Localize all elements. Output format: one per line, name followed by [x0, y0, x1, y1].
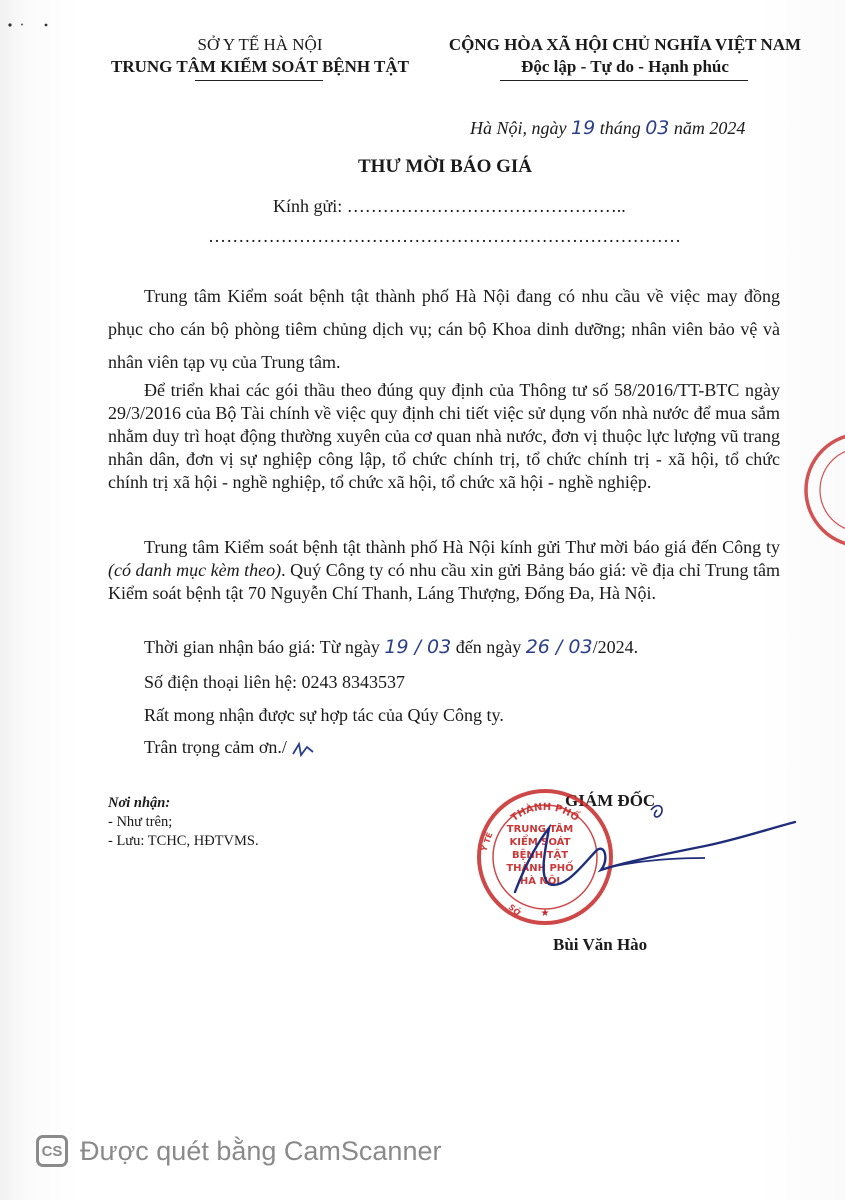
- signer-name: Bùi Văn Hào: [553, 935, 648, 954]
- seal-line-4: THÀNH PHỐ: [506, 863, 574, 874]
- recipient-item: - Như trên;: [108, 814, 173, 830]
- addressee-dots-line2: ……………………………………………………………………: [208, 226, 682, 246]
- closing-text: Trân trọng cảm ơn./: [144, 737, 287, 757]
- paragraph-invitation: [108, 536, 780, 605]
- signer-title: GIÁM ĐỐC: [565, 791, 656, 810]
- date-prefix: Hà Nội, ngày: [470, 118, 567, 138]
- paragraph-intro: Trung tâm Kiểm soát bệnh tật thành phố Hà Nội đang có nhu cầu về việc may đồng phục cho cán bộ phòng tiêm chủng dịch vụ; cán bộ Khoa dinh dưỡng; nhân viên bảo vệ và nhân viên tạp vụ của Trung tâm.: [108, 286, 780, 372]
- invitation-text-b: . Quý Công ty có nhu cầu xin gửi Bảng báo giá: về địa chỉ Trung tâm Kiểm soát bệnh tật 70 Nguyễn Chí Thanh, Láng Thượng, Đống Đa, Hà Nội.: [108, 560, 780, 603]
- initial-mark-icon: [291, 738, 317, 758]
- org-underline: [195, 80, 323, 81]
- quote-period-mid: đến ngày: [455, 637, 522, 657]
- seal-line-1: TRUNG TÂM: [506, 824, 574, 835]
- seal-line-5: HÀ NỘI: [519, 876, 561, 887]
- motto-underline: [500, 80, 748, 81]
- date-year: năm 2024: [673, 118, 746, 138]
- quote-period-from: 19 / 03: [384, 636, 452, 658]
- handwritten-signature: [505, 800, 805, 910]
- recipient-item: - Lưu: TCHC, HĐTVMS.: [108, 833, 259, 849]
- date-month-label: tháng: [599, 118, 641, 138]
- recipients-label: Nơi nhận:: [108, 795, 171, 811]
- closing-line: [144, 737, 317, 758]
- seal-ring-top: THÀNH PHỐ: [509, 801, 581, 824]
- invitation-attachment-note: (có danh mục kèm theo): [108, 560, 282, 580]
- cooperation-line: Rất mong nhận được sự hợp tác của Qúy Công ty.: [144, 705, 504, 725]
- partial-seal-edge: [800, 428, 845, 553]
- dateline: [470, 117, 745, 139]
- issuing-authority: [90, 34, 430, 78]
- seal-star-icon: ★: [540, 908, 550, 919]
- date-month: 03: [645, 117, 670, 139]
- country-name: CỘNG HÒA XÃ HỘI CHỦ NGHĨA VIỆT NAM: [448, 35, 802, 54]
- recipients-block: [108, 794, 259, 851]
- document-title: THƯ MỜI BÁO GIÁ: [358, 156, 532, 177]
- org-parent: SỞ Y TẾ HÀ NỘI: [197, 35, 323, 54]
- seal-line-3: BỆNH TẬT: [511, 850, 569, 861]
- national-heading: [430, 34, 820, 78]
- date-day: 19: [571, 117, 596, 139]
- seal-ring-bottom: SỞ: [506, 902, 523, 918]
- quote-period-line: [144, 636, 638, 658]
- quote-period-suffix: /2024.: [592, 637, 639, 657]
- addressee-dots: ………………………………………..: [346, 196, 626, 216]
- quote-period-prefix: Thời gian nhận báo giá: Từ ngày: [144, 637, 380, 657]
- watermark-text: Được quét bằng CamScanner: [80, 1135, 442, 1166]
- camscanner-logo-icon: CS: [36, 1135, 68, 1167]
- scanner-watermark: [36, 1133, 441, 1169]
- org-name: TRUNG TÂM KIỂM SOÁT BỆNH TẬT: [110, 57, 410, 76]
- seal-line-2: KIỂM SOÁT: [509, 837, 571, 848]
- paragraph-legal-basis: Để triển khai các gói thầu theo đúng quy định của Thông tư số 58/2016/TT-BTC ngày 29/3/2016 của Bộ Tài chính về việc quy định chi tiết việc sử dụng vốn nhà nước để mua sắm nhằm duy trì hoạt động thường xuyên của cơ quan nhà nước, đơn vị thuộc lực lượng vũ trang nhân dân, đơn vị sự nghiệp công lập, tổ chức chính trị, tổ chức chính trị - xã hội, tổ chức chính trị xã hội - nghề nghiệp, tổ chức xã hội, tổ chức xã hội - nghề nghiệp.: [108, 380, 780, 492]
- quote-period-to: 26 / 03: [525, 636, 593, 658]
- scan-speck: [2, 22, 50, 28]
- contact-phone: Số điện thoại liên hệ: 0243 8343537: [144, 672, 405, 692]
- invitation-text-a: Trung tâm Kiểm soát bệnh tật thành phố Hà Nội kính gửi Thư mời báo giá đến Công ty: [144, 537, 780, 557]
- motto: Độc lập - Tự do - Hạnh phúc: [521, 57, 729, 76]
- seal-ring-left: Y TẾ: [479, 831, 495, 853]
- addressee-line: [273, 196, 626, 217]
- addressee-label: Kính gửi:: [273, 196, 343, 216]
